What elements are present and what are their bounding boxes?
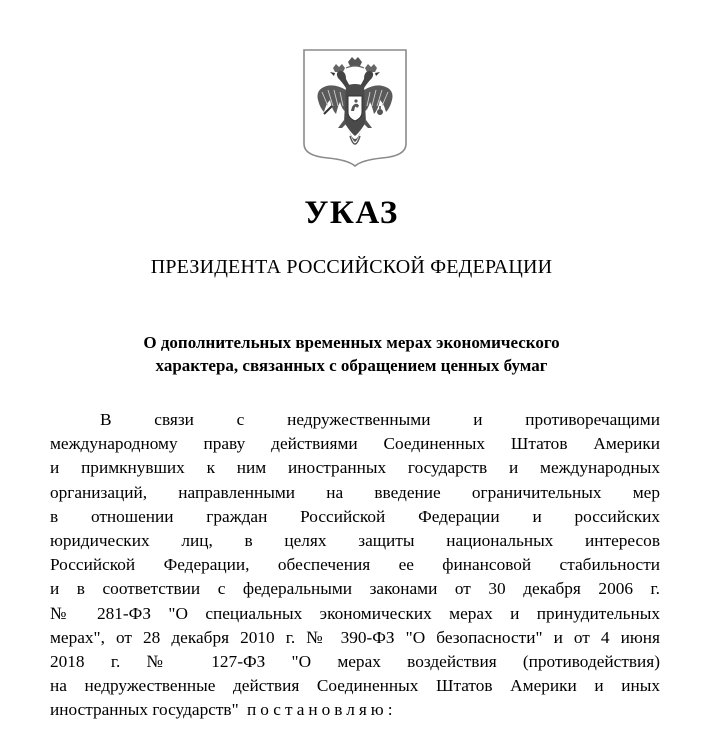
russian-coat-of-arms-icon bbox=[302, 48, 408, 168]
body-line: и в соответствии с федеральными законами от 30 декабря 2006 г. bbox=[50, 579, 660, 599]
body-line: юридических лиц, в целях защиты национальных интересов bbox=[50, 530, 660, 550]
body-line: и примкнувших к ним иностранных государств и международных bbox=[50, 458, 660, 478]
document-body bbox=[50, 408, 660, 722]
decree-word: постановляю: bbox=[246, 700, 397, 720]
body-line: В связи с недружественными и противоречащими bbox=[100, 410, 660, 429]
body-line: мерах", от 28 декабря 2010 г. № 390-ФЗ "О безопасности" и от 4 июня bbox=[50, 627, 660, 647]
document-title: УКАЗ bbox=[304, 195, 399, 231]
subject-line: О дополнительных временных мерах экономического bbox=[143, 333, 560, 352]
body-line: на недружественные действия Соединенных Штатов Америки и иных bbox=[50, 676, 660, 696]
body-line: международному праву действиями Соединенных Штатов Америки bbox=[50, 434, 660, 454]
body-line: Российской Федерации, обеспечения ее финансовой стабильности bbox=[50, 555, 660, 575]
body-line: 2018 г. № 127-ФЗ "О мерах воздействия (противодействия) bbox=[50, 651, 660, 671]
body-line: организаций, направленными на введение ограничительных мер bbox=[50, 482, 660, 502]
body-line: в отношении граждан Российской Федерации и российских bbox=[50, 506, 660, 526]
document-authority: ПРЕЗИДЕНТА РОССИЙСКОЙ ФЕДЕРАЦИИ bbox=[150, 256, 553, 278]
body-line: № 281-ФЗ "О специальных экономических мерах и принудительных bbox=[50, 603, 660, 623]
body-line-final bbox=[50, 698, 660, 722]
document-subject bbox=[60, 331, 643, 377]
body-line-text: иностранных государств" bbox=[50, 700, 239, 720]
subject-line: характера, связанных с обращением ценных бумаг bbox=[155, 356, 548, 375]
